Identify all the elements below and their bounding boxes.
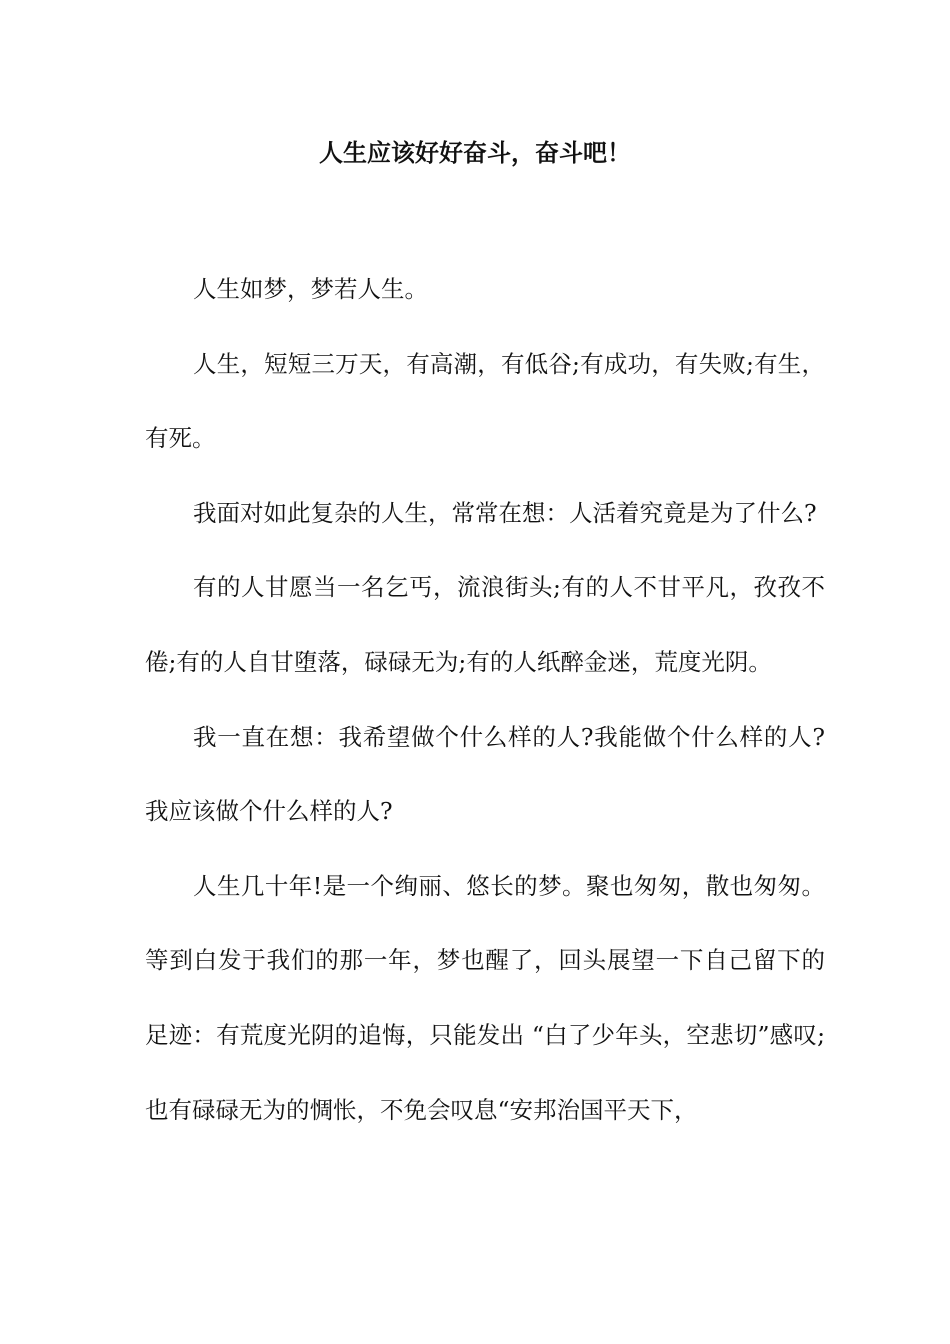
document-body	[145, 252, 825, 1147]
paragraph-1: 人生如梦，梦若人生。	[193, 275, 428, 303]
paragraph-6: 人生几十年!是一个绚丽、悠长的梦。聚也匆匆，散也匆匆。等到白发于我们的那一年，梦也醒了，回头展望一下自己留下的足迹：有荒度光阴的追悔，只能发出 “白了少年头，空悲切”感叹;也有碌碌无为的惆怅，不免会叹息“安邦治国平天下，	[145, 871, 825, 1124]
paragraph-4: 有的人甘愿当一名乞丐，流浪街头;有的人不甘平凡，孜孜不倦;有的人自甘堕落，碌碌无为;有的人纸醉金迷，荒度光阴。	[145, 573, 825, 676]
paragraph-5: 我一直在想：我希望做个什么样的人?我能做个什么样的人?我应该做个什么样的人?	[145, 722, 825, 826]
document-title: 人生应该好好奋斗，奋斗吧！	[319, 138, 631, 167]
paragraph-3: 我面对如此复杂的人生，常常在想：人活着究竟是为了什么?	[193, 498, 817, 527]
paragraph-2: 人生，短短三万天，有高潮，有低谷;有成功，有失败;有生，有死。	[145, 349, 825, 453]
